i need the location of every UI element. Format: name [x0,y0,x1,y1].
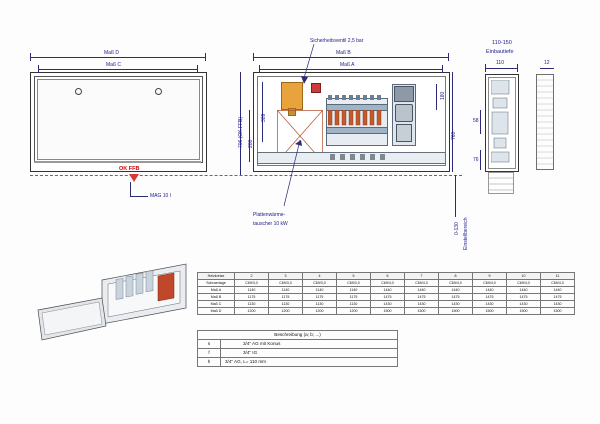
dim-line-w12 [540,68,554,69]
distributor-rail-lower [326,127,388,134]
table-cell: 1140 [235,287,269,294]
cabinet-front-door-panel [37,79,200,160]
dim-label-h58: 58 [473,118,479,124]
dim-label-h706: 706 (OK FFB) [238,116,244,148]
ok-ffb-label: OK FFB [119,166,140,172]
table-cell: 1175 [337,294,371,301]
description-value: 3/4" IG [221,349,398,358]
table-cell: 1140 [269,287,303,294]
dim-label-range-0-130: 0-130 [454,222,460,235]
table-row [198,287,575,294]
table-cell: 1475 [507,294,541,301]
table-cell: 1430 [507,301,541,308]
table-col-header: 2 [235,273,269,280]
table-cell: C69/3,0 [269,280,303,287]
description-title: Beschreibung (a; b; ...) [198,331,398,340]
table-row [198,294,575,301]
table-cell: 1175 [303,294,337,301]
dim-label-w110: 110 [496,60,504,66]
table-cell: C69/3,0 [235,280,269,287]
table-row-label: Maß C [198,301,235,308]
dim-label-h200: 200 [248,139,254,148]
pump-port-lower [396,124,412,142]
table-cell: 1200 [303,308,337,315]
table-cell: 1475 [439,294,473,301]
dim-tick-a-right [442,65,443,73]
dim-line-mass-d [30,57,205,58]
table-col-header: 7 [405,273,439,280]
table-cell: 1130 [235,301,269,308]
install-depth-label-line1: 110-150 [492,40,512,46]
table-cell: 1500 [439,308,473,315]
table-cell: 1440 [507,287,541,294]
dim-line-w110 [485,68,517,69]
table-cell: 1200 [337,308,371,315]
table-cell: 1440 [371,287,405,294]
side-view-components [491,80,511,164]
dim-tick-b-right [448,53,449,61]
table-cell: 1175 [235,294,269,301]
heat-exchanger-label-line2: tauscher 10 kW [253,221,288,227]
table-cell: 1430 [541,301,575,308]
heat-exchanger-label-line1: Plattenwärme- [253,212,286,218]
ok-ffb-reference-line [30,175,462,176]
description-table [197,330,398,367]
table-cell: C69/4,0 [507,280,541,287]
dim-label-mass-a: Maß A [340,62,355,68]
dim-label-mass-d: Maß D [104,50,119,56]
description-value: 3/4" AG mit Konus [221,340,398,349]
table-cell: 1500 [371,308,405,315]
circuit-stubs-row [328,110,384,126]
dim-tick-d-right [205,53,206,61]
description-value: 3/4" AG, L= 110 mm [221,358,398,367]
dim-label-w12: 12 [544,60,550,66]
isometric-open-unit [100,262,192,334]
table-row-label: Maß B [198,294,235,301]
table-cell: 1140 [303,287,337,294]
dim-label-h76: 76 [473,157,479,163]
table-cell: 1500 [473,308,507,315]
table-row-label: Schraertage [198,280,235,287]
table-col-header: 5 [337,273,371,280]
table-cell: 1440 [439,287,473,294]
table-cell: 1130 [337,301,371,308]
table-cell: 1500 [405,308,439,315]
dim-line-h180 [436,84,437,110]
pump-body [395,104,413,122]
table-row-label: Maß D [198,308,235,315]
table-cell: 1440 [541,287,575,294]
cabinet-fixing-point-right [155,88,162,95]
dim-line-h309 [262,82,263,142]
description-row [198,358,398,367]
dim-label-h760: 760 [451,131,457,140]
table-row [198,280,575,287]
table-cell: C69/4,0 [371,280,405,287]
table-row-label: Maß A [198,287,235,294]
dim-line-mass-a [259,69,442,70]
table-cell: 1430 [439,301,473,308]
table-cell: 1440 [473,287,507,294]
table-cell: C69/4,0 [439,280,473,287]
table-cell: 1130 [303,301,337,308]
install-depth-label-line2: Einbautiefe [486,49,514,55]
table-cell: 1140 [337,287,371,294]
table-cell: 1500 [507,308,541,315]
description-key: h [198,358,221,367]
dim-label-mass-c: Maß C [106,62,121,68]
station-bottom-ports [330,154,390,161]
dim-tick-b-left [253,53,254,61]
dim-line-mass-c [38,69,197,70]
cabinet-fixing-point-left [75,88,82,95]
table-cell: 1130 [269,301,303,308]
dim-label-h309: 309 [261,113,267,122]
dim-label-einstellbereich: Einstellbereich [463,217,469,250]
table-cell: C69/3,0 [303,280,337,287]
table-cell: C69/4,0 [405,280,439,287]
safety-valve-label: Sicherheitsventil 2,5 bar [310,38,364,44]
dim-tick-w110-right [517,64,518,72]
table-col-header: 6 [371,273,405,280]
table-cell: 1500 [541,308,575,315]
dim-line-adjust-range [455,175,456,217]
table-header-row [198,273,575,280]
table-col-header: 3 [269,273,303,280]
table-col-header: 4 [303,273,337,280]
table-cell: C69/3,0 [337,280,371,287]
side-cover-plate [536,74,554,170]
dim-line-h760 [452,72,453,172]
table-cell: 1200 [269,308,303,315]
table-cell: C69/4,0 [541,280,575,287]
table-cell: 1475 [541,294,575,301]
dimension-table-wrap [197,272,575,315]
table-cell: 1475 [371,294,405,301]
table-col-header: 9 [473,273,507,280]
dim-tick-w110-left [485,64,486,72]
dim-tick-d-left [30,53,31,61]
description-key: s [198,340,221,349]
dim-line-mass-b [253,57,448,58]
dim-line-h58 [480,110,481,134]
dimension-table [197,272,575,315]
distributor-valve-heads [328,95,384,101]
description-title-row [198,331,398,340]
dim-line-h200 [249,110,250,162]
mag-label: MAG 10 l [150,193,171,199]
mag-leader-line-h [130,196,148,197]
dim-tick-a-left [259,65,260,73]
table-col-header: 8 [439,273,473,280]
table-col-header: 10 [507,273,541,280]
control-unit [394,86,414,102]
table-cell: 1430 [371,301,405,308]
description-table-wrap [197,330,398,367]
dim-tick-c-left [38,65,39,73]
table-cell: 1475 [473,294,507,301]
table-cell: 1175 [269,294,303,301]
isometric-closed-cover [36,296,110,346]
ok-ffb-marker-icon [128,172,140,182]
side-view-bottom-bracket [488,172,514,194]
table-cell: 1440 [405,287,439,294]
dim-line-h76 [480,150,481,170]
dim-label-mass-b: Maß B [336,50,351,56]
table-row [198,301,575,308]
dim-label-h180: 180 [440,91,446,100]
table-cell: 1475 [405,294,439,301]
safety-valve-leader [300,44,322,86]
description-key: f [198,349,221,358]
table-col-header: 11 [541,273,575,280]
expansion-vessel-mag [281,82,303,110]
heat-exchanger-leader [278,140,304,212]
table-cell: C69/4,0 [473,280,507,287]
description-row [198,340,398,349]
table-cell: 1430 [473,301,507,308]
table-corner-header: Heizkreise [198,273,235,280]
table-row [198,308,575,315]
table-cell: 1430 [405,301,439,308]
dim-tick-c-right [197,65,198,73]
cabinet-bottom-rail [34,161,201,163]
mag-leader-line [130,182,131,196]
description-row [198,349,398,358]
table-cell: 1200 [235,308,269,315]
